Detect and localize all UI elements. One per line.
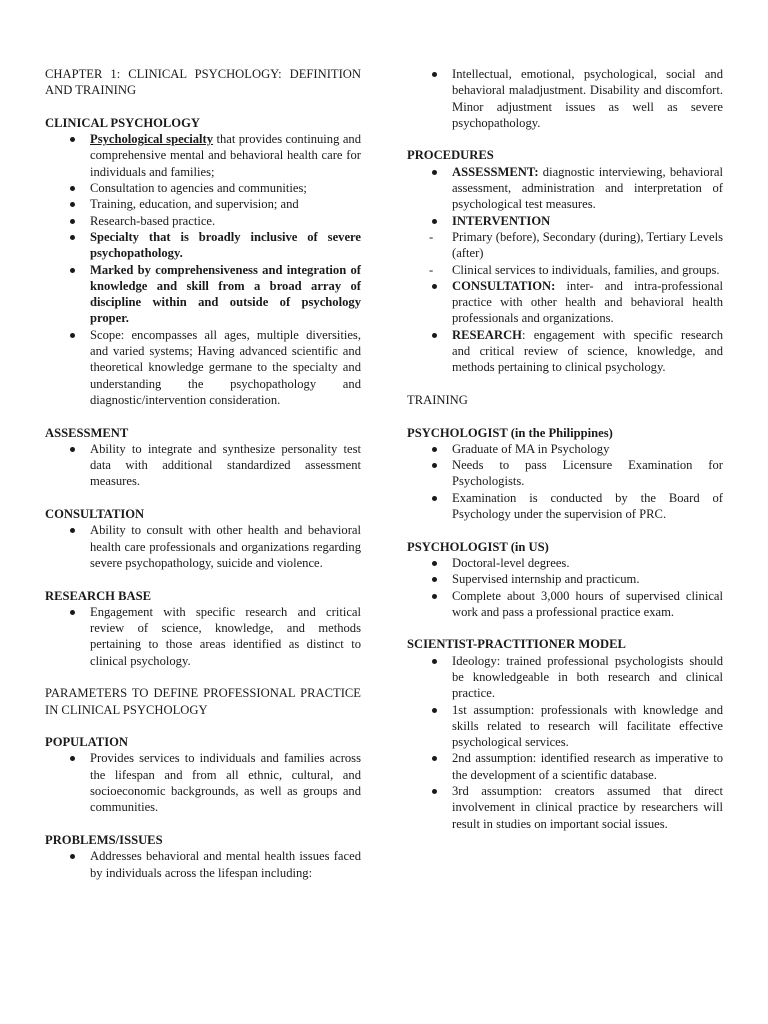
clinical-psychology-heading: CLINICAL PSYCHOLOGY [45,115,200,130]
list-item: 2nd assumption: identified research as imperative to the development of a scientific database. [407,750,723,783]
list-item: Examination is conducted by the Board of Psychology under the supervision of PRC. [407,490,723,523]
intervention-term: INTERVENTION [452,213,551,228]
procedures-heading: PROCEDURES [407,148,494,163]
list-item [407,327,723,376]
psychologist-us-heading: PSYCHOLOGIST (in US) [407,539,549,554]
list-item: Ability to integrate and synthesize personality test data with additional standardized assessment measures. [45,441,361,490]
list-item-text: diagnostic interviewing, behavioral assessment, administration and interpretation of psychological test measures. [452,164,723,212]
list-item: Supervised internship and practicum. [407,571,723,587]
list-item: 3rd assumption: creators assumed that direct involvement in clinical practice by researchers will result in studies on important social issues. [407,783,723,832]
list-item [45,131,361,180]
list-item: Training, education, and supervision; and [45,196,361,212]
assessment-heading: ASSESSMENT [45,425,129,440]
parameters-title: PARAMETERS TO DEFINE PROFESSIONAL PRACTICE IN CLINICAL PSYCHOLOGY [45,686,361,717]
list-item: Provides services to individuals and families across the lifespan and from all ethnic, cultural, and socioeconomic backgrounds, as well as groups and communities. [45,750,361,815]
psychologist-ph-heading: PSYCHOLOGIST (in the Philippines) [407,425,613,440]
procedures-list [407,164,723,376]
sub-list-item: - Primary (before), Secondary (during), Tertiary Levels (after) [407,229,723,262]
list-item: Graduate of MA in Psychology [407,441,723,457]
assessment-term: ASSESSMENT: [452,164,539,179]
population-heading: POPULATION [45,735,129,750]
list-item-text: that provides continuing and comprehensive mental and behavioral health care for individuals and families; [90,132,361,179]
list-item: Intellectual, emotional, psychological, social and behavioral maladjustment. Disability and discomfort. Minor adjustment issues as well as severe psychopathology. [407,66,723,131]
psychological-specialty-term: Psychological specialty [90,132,214,147]
scientist-practitioner-heading: SCIENTIST-PRACTITIONER MODEL [407,637,626,652]
scientist-practitioner-list [407,653,723,832]
list-item [407,213,723,278]
research-base-list [45,604,361,669]
chapter-title: CHAPTER 1: CLINICAL PSYCHOLOGY: DEFINITION AND TRAINING [45,67,361,98]
right-column [407,66,723,832]
list-item: Addresses behavioral and mental health issues faced by individuals across the lifespan including: [45,848,361,881]
list-item: Engagement with specific research and critical review of science, knowledge, and methods pertaining to those areas identified as distinct to clinical psychology. [45,604,361,669]
population-list [45,750,361,815]
list-item: Specialty that is broadly inclusive of severe psychopathology. [45,229,361,262]
problems-issues-list [45,848,361,881]
assessment-list [45,441,361,490]
list-item [407,164,723,213]
list-item: Scope: encompasses all ages, multiple diversities, and varied systems; Having advanced scientific and theoretical knowledge germane to the specialty and understanding the psychopathology and diagnostic/intervention consideration. [45,327,361,408]
research-base-heading: RESEARCH BASE [45,588,152,603]
problems-issues-heading: PROBLEMS/ISSUES [45,832,163,847]
list-item: Complete about 3,000 hours of supervised clinical work and pass a professional practice exam. [407,588,723,621]
list-item: Doctoral-level degrees. [407,555,723,571]
psychologist-us-list [407,555,723,620]
psychologist-ph-list [407,441,723,522]
research-term: RESEARCH [452,327,522,342]
clinical-psychology-list [45,131,361,408]
consultation-list [45,522,361,571]
training-heading: TRAINING [407,392,468,407]
list-item: Ability to consult with other health and behavioral health care professionals and organizations regarding severe psychopathology, suicide and violence. [45,522,361,571]
list-item: Marked by comprehensiveness and integration of knowledge and skill from a broad array of discipline within and outside of psychology proper. [45,262,361,327]
list-item: Research-based practice. [45,213,361,229]
problems-continued-list [407,66,723,131]
list-item-text: inter- and intra-professional practice with other health and behavioral health professionals and organizations. [452,278,723,326]
list-item: Ideology: trained professional psychologists should be knowledgeable in both research and clinical practice. [407,653,723,702]
list-item-text: : engagement with specific research and critical review of science, knowledge, and methods pertaining to clinical psychology. [452,327,723,375]
list-item [407,278,723,327]
left-column [45,66,361,881]
consultation-term: CONSULTATION: [452,278,556,293]
sub-list-item: - Clinical services to individuals, families, and groups. [407,262,723,278]
list-item: Needs to pass Licensure Examination for Psychologists. [407,457,723,490]
list-item: 1st assumption: professionals with knowledge and skills related to research will facilitate effective psychological services. [407,702,723,751]
consultation-heading: CONSULTATION [45,507,145,522]
list-item: Consultation to agencies and communities; [45,180,361,196]
intervention-sublist [407,229,723,278]
